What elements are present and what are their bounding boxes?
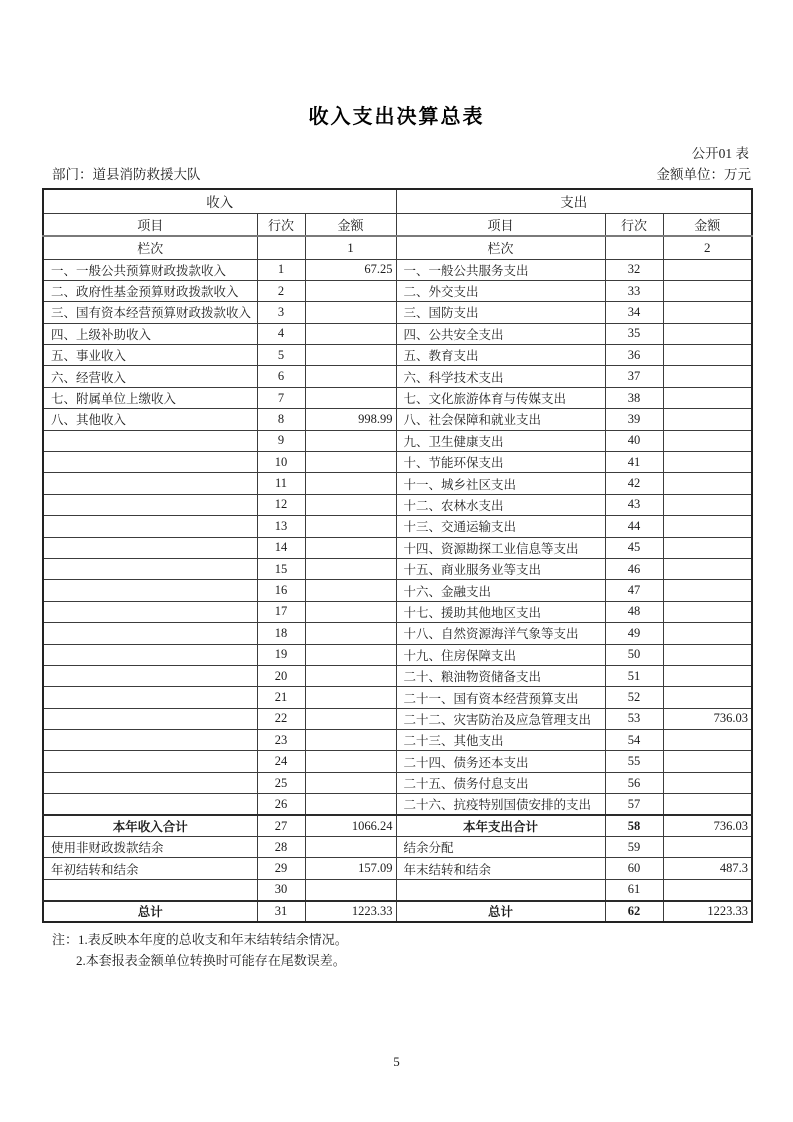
expense-line-no-cell: 36 <box>605 345 663 366</box>
expense-amount-cell <box>663 665 752 686</box>
income-line-no-cell: 29 <box>257 858 305 879</box>
income-amount-cell <box>305 302 396 323</box>
expense-line-no-cell: 33 <box>605 280 663 301</box>
expense-line-no-cell: 41 <box>605 452 663 473</box>
table-row <box>43 879 752 900</box>
income-line-no-cell: 26 <box>257 794 305 815</box>
income-line-no-cell: 2 <box>257 280 305 301</box>
expense-item-cell: 二十、粮油物资储备支出 <box>396 665 605 686</box>
table-row <box>43 259 752 280</box>
income-amount-cell <box>305 665 396 686</box>
expense-item-cell: 五、教育支出 <box>396 345 605 366</box>
footnote-1: 注：1.表反映本年度的总收支和年末结转结余情况。 <box>52 932 348 948</box>
income-item-cell: 六、经营收入 <box>43 366 257 387</box>
expense-amount-cell: 736.03 <box>663 708 752 729</box>
income-amount-cell <box>305 687 396 708</box>
expense-item-cell: 十三、交通运输支出 <box>396 516 605 537</box>
expense-item-cell: 十二、农林水支出 <box>396 494 605 515</box>
expense-amount-cell <box>663 516 752 537</box>
expense-item-cell: 四、公共安全支出 <box>396 323 605 344</box>
income-item-cell <box>43 494 257 515</box>
expense-amount-cell <box>663 837 752 858</box>
income-amount-cell: 157.09 <box>305 858 396 879</box>
table-row <box>43 280 752 301</box>
expense-item-cell: 二十六、抗疫特别国债安排的支出 <box>396 794 605 815</box>
expense-line-no-cell: 54 <box>605 730 663 751</box>
income-item-cell: 使用非财政拨款结余 <box>43 837 257 858</box>
expense-item-cell: 九、卫生健康支出 <box>396 430 605 451</box>
income-amount-cell <box>305 537 396 558</box>
table-row <box>43 452 752 473</box>
income-line-no-cell: 24 <box>257 751 305 772</box>
expense-amount-cell <box>663 794 752 815</box>
expense-amount-cell <box>663 387 752 408</box>
income-line-no-cell: 18 <box>257 623 305 644</box>
expense-amount-cell <box>663 601 752 622</box>
income-amount-header: 金额 <box>305 213 396 236</box>
income-item-cell <box>43 473 257 494</box>
expense-amount-cell <box>663 772 752 793</box>
expense-item-cell: 二、外交支出 <box>396 280 605 301</box>
expense-item-cell: 二十一、国有资本经营预算支出 <box>396 687 605 708</box>
income-item-cell <box>43 623 257 644</box>
expense-item-cell: 十九、住房保障支出 <box>396 644 605 665</box>
income-section-header: 收入 <box>43 189 396 213</box>
expense-item-cell: 十四、资源勘探工业信息等支出 <box>396 537 605 558</box>
table-row <box>43 494 752 515</box>
expense-amount-cell <box>663 280 752 301</box>
income-line-no-cell: 20 <box>257 665 305 686</box>
income-amount-cell: 998.99 <box>305 409 396 430</box>
income-line-no-cell: 7 <box>257 387 305 408</box>
income-column-number: 1 <box>305 236 396 259</box>
expense-item-header: 项目 <box>396 213 605 236</box>
income-line-no-cell: 11 <box>257 473 305 494</box>
expense-item-cell: 本年支出合计 <box>396 815 605 836</box>
expense-item-cell: 六、科学技术支出 <box>396 366 605 387</box>
expense-amount-cell <box>663 751 752 772</box>
income-amount-cell <box>305 494 396 515</box>
table-row <box>43 345 752 366</box>
table-row <box>43 794 752 815</box>
expense-line-no-cell: 59 <box>605 837 663 858</box>
income-line-no-cell: 30 <box>257 879 305 900</box>
table-row <box>43 323 752 344</box>
expense-column-index-label: 栏次 <box>396 236 605 259</box>
meta-line <box>52 163 751 183</box>
table-row <box>43 687 752 708</box>
expense-item-cell: 总计 <box>396 901 605 922</box>
table-row <box>43 366 752 387</box>
income-amount-cell: 1223.33 <box>305 901 396 922</box>
table-row <box>43 430 752 451</box>
income-item-cell: 二、政府性基金预算财政拨款收入 <box>43 280 257 301</box>
income-item-header: 项目 <box>43 213 257 236</box>
income-line-no-cell: 16 <box>257 580 305 601</box>
income-item-cell <box>43 644 257 665</box>
income-item-cell: 年初结转和结余 <box>43 858 257 879</box>
expense-line-no-cell: 32 <box>605 259 663 280</box>
section-header-row <box>43 189 752 213</box>
income-line-no-cell: 17 <box>257 601 305 622</box>
expense-amount-cell: 487.3 <box>663 858 752 879</box>
table-row <box>43 858 752 879</box>
income-item-cell <box>43 879 257 900</box>
footnote-2: 2.本套报表金额单位转换时可能存在尾数误差。 <box>76 953 346 969</box>
income-amount-cell <box>305 623 396 644</box>
income-line-no-cell: 19 <box>257 644 305 665</box>
income-column-index-label: 栏次 <box>43 236 257 259</box>
income-item-cell <box>43 751 257 772</box>
expense-line-no-cell: 53 <box>605 708 663 729</box>
income-amount-cell <box>305 323 396 344</box>
column-header-row <box>43 213 752 236</box>
income-amount-cell <box>305 366 396 387</box>
income-amount-cell <box>305 280 396 301</box>
table-row <box>43 751 752 772</box>
unit-label: 金额单位：万元 <box>656 167 751 182</box>
income-line-no-header: 行次 <box>257 213 305 236</box>
table-row <box>43 387 752 408</box>
income-item-cell: 三、国有资本经营预算财政拨款收入 <box>43 302 257 323</box>
expense-amount-cell <box>663 687 752 708</box>
page-number: 5 <box>393 1054 400 1069</box>
table-row <box>43 901 752 922</box>
table-row <box>43 558 752 579</box>
income-line-no-cell: 28 <box>257 837 305 858</box>
table-row <box>43 537 752 558</box>
expense-line-no-cell: 60 <box>605 858 663 879</box>
expense-amount-cell <box>663 558 752 579</box>
table-row <box>43 644 752 665</box>
table-row <box>43 665 752 686</box>
table-row <box>43 623 752 644</box>
income-item-cell: 四、上级补助收入 <box>43 323 257 344</box>
table-row <box>43 409 752 430</box>
income-amount-cell <box>305 430 396 451</box>
expense-line-no-cell: 34 <box>605 302 663 323</box>
expense-line-no-cell: 50 <box>605 644 663 665</box>
expense-amount-cell <box>663 430 752 451</box>
expense-line-no-cell: 61 <box>605 879 663 900</box>
doc-code: 公开01 表 <box>691 146 749 161</box>
income-amount-cell <box>305 516 396 537</box>
income-amount-cell <box>305 601 396 622</box>
expense-line-no-cell: 37 <box>605 366 663 387</box>
table-row <box>43 302 752 323</box>
table-row <box>43 708 752 729</box>
income-amount-cell: 1066.24 <box>305 815 396 836</box>
expense-line-no-cell: 46 <box>605 558 663 579</box>
expense-amount-cell <box>663 366 752 387</box>
income-item-cell: 一、一般公共预算财政拨款收入 <box>43 259 257 280</box>
expense-item-cell: 三、国防支出 <box>396 302 605 323</box>
expense-amount-cell <box>663 494 752 515</box>
income-amount-cell <box>305 794 396 815</box>
expense-line-no-cell: 47 <box>605 580 663 601</box>
expense-item-cell: 十一、城乡社区支出 <box>396 473 605 494</box>
table-row <box>43 772 752 793</box>
income-amount-cell <box>305 473 396 494</box>
expense-line-no-cell: 40 <box>605 430 663 451</box>
income-item-cell <box>43 601 257 622</box>
expense-line-no-cell: 43 <box>605 494 663 515</box>
expense-item-cell: 十五、商业服务业等支出 <box>396 558 605 579</box>
income-item-cell: 总计 <box>43 901 257 922</box>
income-amount-cell <box>305 387 396 408</box>
income-item-cell <box>43 730 257 751</box>
expense-item-cell: 二十五、债务付息支出 <box>396 772 605 793</box>
expense-amount-cell <box>663 409 752 430</box>
expense-line-no-cell: 38 <box>605 387 663 408</box>
table-row <box>43 601 752 622</box>
table-row <box>43 815 752 836</box>
income-line-no-cell: 10 <box>257 452 305 473</box>
expense-amount-cell <box>663 473 752 494</box>
expense-amount-cell <box>663 623 752 644</box>
expense-item-cell: 十七、援助其他地区支出 <box>396 601 605 622</box>
expense-column-index-empty-cell <box>605 236 663 259</box>
expense-item-cell: 七、文化旅游体育与传媒支出 <box>396 387 605 408</box>
income-item-cell <box>43 687 257 708</box>
expense-line-no-cell: 44 <box>605 516 663 537</box>
income-amount-cell <box>305 580 396 601</box>
expense-amount-header: 金额 <box>663 213 752 236</box>
expense-amount-cell: 736.03 <box>663 815 752 836</box>
expense-amount-cell <box>663 259 752 280</box>
income-amount-cell <box>305 772 396 793</box>
expense-amount-cell <box>663 302 752 323</box>
expense-line-no-cell: 39 <box>605 409 663 430</box>
income-amount-cell <box>305 751 396 772</box>
income-column-index-empty-cell <box>257 236 305 259</box>
income-line-no-cell: 9 <box>257 430 305 451</box>
expense-line-no-cell: 52 <box>605 687 663 708</box>
expense-item-cell: 二十二、灾害防治及应急管理支出 <box>396 708 605 729</box>
expense-item-cell: 十八、自然资源海洋气象等支出 <box>396 623 605 644</box>
income-amount-cell: 67.25 <box>305 259 396 280</box>
expense-amount-cell <box>663 537 752 558</box>
income-item-cell <box>43 452 257 473</box>
income-item-cell <box>43 665 257 686</box>
income-amount-cell <box>305 345 396 366</box>
income-line-no-cell: 25 <box>257 772 305 793</box>
income-line-no-cell: 27 <box>257 815 305 836</box>
income-item-cell <box>43 537 257 558</box>
page-title: 收入支出决算总表 <box>308 106 485 128</box>
income-amount-cell <box>305 558 396 579</box>
income-item-cell: 八、其他收入 <box>43 409 257 430</box>
table-body <box>43 259 752 922</box>
income-item-cell: 本年收入合计 <box>43 815 257 836</box>
income-line-no-cell: 1 <box>257 259 305 280</box>
expense-item-cell: 十、节能环保支出 <box>396 452 605 473</box>
expense-line-no-cell: 58 <box>605 815 663 836</box>
income-line-no-cell: 3 <box>257 302 305 323</box>
income-amount-cell <box>305 879 396 900</box>
income-line-no-cell: 13 <box>257 516 305 537</box>
expense-line-no-cell: 45 <box>605 537 663 558</box>
expense-line-no-cell: 55 <box>605 751 663 772</box>
income-line-no-cell: 23 <box>257 730 305 751</box>
table-row <box>43 473 752 494</box>
expense-line-no-cell: 49 <box>605 623 663 644</box>
expense-item-cell: 二十三、其他支出 <box>396 730 605 751</box>
income-line-no-cell: 4 <box>257 323 305 344</box>
expense-line-no-cell: 56 <box>605 772 663 793</box>
expense-amount-cell <box>663 452 752 473</box>
expense-amount-cell <box>663 644 752 665</box>
final-accounts-table <box>42 188 753 923</box>
expense-line-no-cell: 48 <box>605 601 663 622</box>
income-item-cell <box>43 558 257 579</box>
income-item-cell: 七、附属单位上缴收入 <box>43 387 257 408</box>
income-line-no-cell: 15 <box>257 558 305 579</box>
expense-section-header: 支出 <box>396 189 752 213</box>
expense-amount-cell <box>663 580 752 601</box>
income-amount-cell <box>305 708 396 729</box>
table-row <box>43 580 752 601</box>
income-line-no-cell: 31 <box>257 901 305 922</box>
income-item-cell: 五、事业收入 <box>43 345 257 366</box>
table-row <box>43 730 752 751</box>
income-amount-cell <box>305 730 396 751</box>
expense-amount-cell <box>663 323 752 344</box>
column-index-row <box>43 236 752 259</box>
expense-item-cell: 一、一般公共服务支出 <box>396 259 605 280</box>
expense-line-no-cell: 62 <box>605 901 663 922</box>
income-line-no-cell: 14 <box>257 537 305 558</box>
income-item-cell <box>43 708 257 729</box>
expense-item-cell: 十六、金融支出 <box>396 580 605 601</box>
expense-item-cell: 八、社会保障和就业支出 <box>396 409 605 430</box>
income-item-cell <box>43 794 257 815</box>
expense-item-cell <box>396 879 605 900</box>
expense-amount-cell <box>663 345 752 366</box>
income-line-no-cell: 8 <box>257 409 305 430</box>
department-label: 部门：道县消防救援大队 <box>52 167 201 182</box>
expense-item-cell: 二十四、债务还本支出 <box>396 751 605 772</box>
expense-amount-cell: 1223.33 <box>663 901 752 922</box>
income-line-no-cell: 21 <box>257 687 305 708</box>
expense-line-no-cell: 57 <box>605 794 663 815</box>
income-line-no-cell: 6 <box>257 366 305 387</box>
expense-line-no-cell: 51 <box>605 665 663 686</box>
income-line-no-cell: 22 <box>257 708 305 729</box>
income-amount-cell <box>305 452 396 473</box>
expense-column-number: 2 <box>663 236 752 259</box>
expense-item-cell: 结余分配 <box>396 837 605 858</box>
income-item-cell <box>43 430 257 451</box>
expense-line-no-cell: 42 <box>605 473 663 494</box>
table-row <box>43 516 752 537</box>
income-line-no-cell: 5 <box>257 345 305 366</box>
expense-line-no-header: 行次 <box>605 213 663 236</box>
table-row <box>43 837 752 858</box>
footnotes <box>52 929 751 971</box>
expense-item-cell: 年末结转和结余 <box>396 858 605 879</box>
income-item-cell <box>43 580 257 601</box>
expense-line-no-cell: 35 <box>605 323 663 344</box>
income-line-no-cell: 12 <box>257 494 305 515</box>
income-item-cell <box>43 516 257 537</box>
expense-amount-cell <box>663 730 752 751</box>
income-amount-cell <box>305 837 396 858</box>
income-item-cell <box>43 772 257 793</box>
income-amount-cell <box>305 644 396 665</box>
expense-amount-cell <box>663 879 752 900</box>
